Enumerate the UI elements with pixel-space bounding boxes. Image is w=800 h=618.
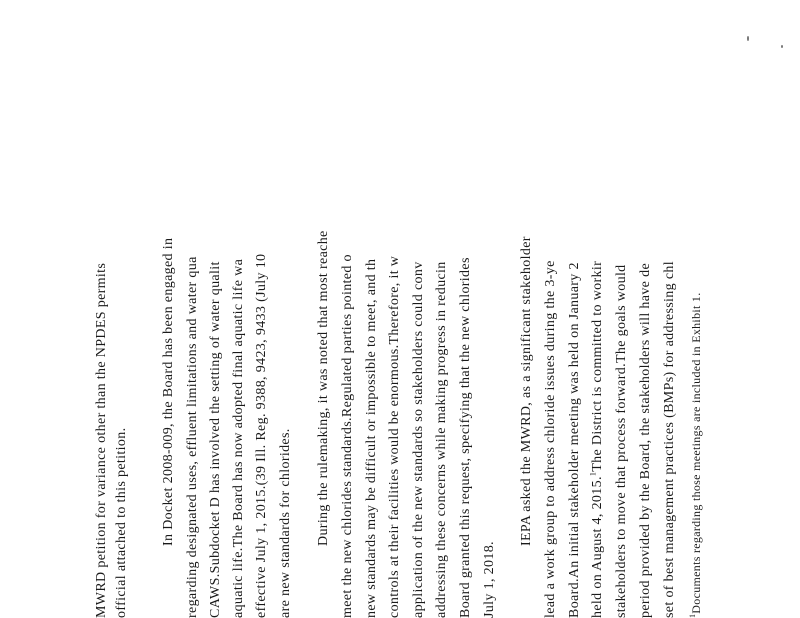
text-line: Board granted this request, specifying that the new chlorides [458, 257, 473, 618]
text-line: set of best management practices (BMPs) for addressing chl [662, 261, 677, 618]
text-segment: The District is committed to workir [590, 260, 605, 472]
text-line: meet the new chlorides standards.Regulated parties pointed o [340, 254, 355, 618]
text-line: period provided by the Board, the stakeholders will have de [638, 262, 653, 618]
text-line: stakeholders to move that process forward.The goals would [614, 264, 629, 618]
text-line: effective July 1, 2015.(39 Ill. Reg. 9388, 9423, 9433 (July 10 [254, 253, 269, 618]
text-line: addressing these concerns while making progress in reducin [434, 261, 449, 618]
text-line: July 1, 2018. [482, 541, 497, 618]
text-line: lead a work group to address chloride issues during the 3-ye [543, 260, 558, 618]
text-line: During the rulemaking, it was noted that most reache [316, 230, 331, 546]
text-line: new standards may be difficult or impossible to meet, and th [364, 258, 379, 618]
footnote-reference: 1 [588, 471, 598, 477]
footnote-text: Documents regarding those meetings are included in Exhibit 1. [689, 292, 703, 614]
footnote-marker: 1 [688, 613, 697, 618]
footnote [688, 292, 704, 618]
text-line: aquatic life.The Board has now adopted final aquatic life wa [231, 258, 246, 618]
text-line: MWRD petition for variance other than the NPDES permits [94, 262, 109, 618]
text-line: controls at their facilities would be enormous.Therefore, it w [387, 255, 402, 618]
text-line: Board.An initial stakeholder meeting was held on January 2 [567, 262, 582, 618]
text-line: IEPA asked the MWRD, as a significant stakeholder [519, 236, 534, 546]
text-line: CAWS.Subdocket D has involved the setting of water qualit [208, 261, 223, 618]
text-segment: held on August 4, 2015. [590, 476, 605, 618]
text-line: regarding designated uses, effluent limitations and water qua [185, 256, 200, 618]
text-line [590, 261, 606, 618]
scan-speck [747, 36, 749, 41]
scan-speck [781, 45, 783, 48]
text-line: application of the new standards so stakeholders could conv [411, 261, 426, 618]
rotated-text-block [91, 0, 741, 618]
text-line: In Docket 2008-009, the Board has been engaged in [161, 237, 176, 546]
text-line: official attached to this petition. [114, 427, 129, 618]
text-line: are new standards for chlorides. [278, 428, 293, 618]
